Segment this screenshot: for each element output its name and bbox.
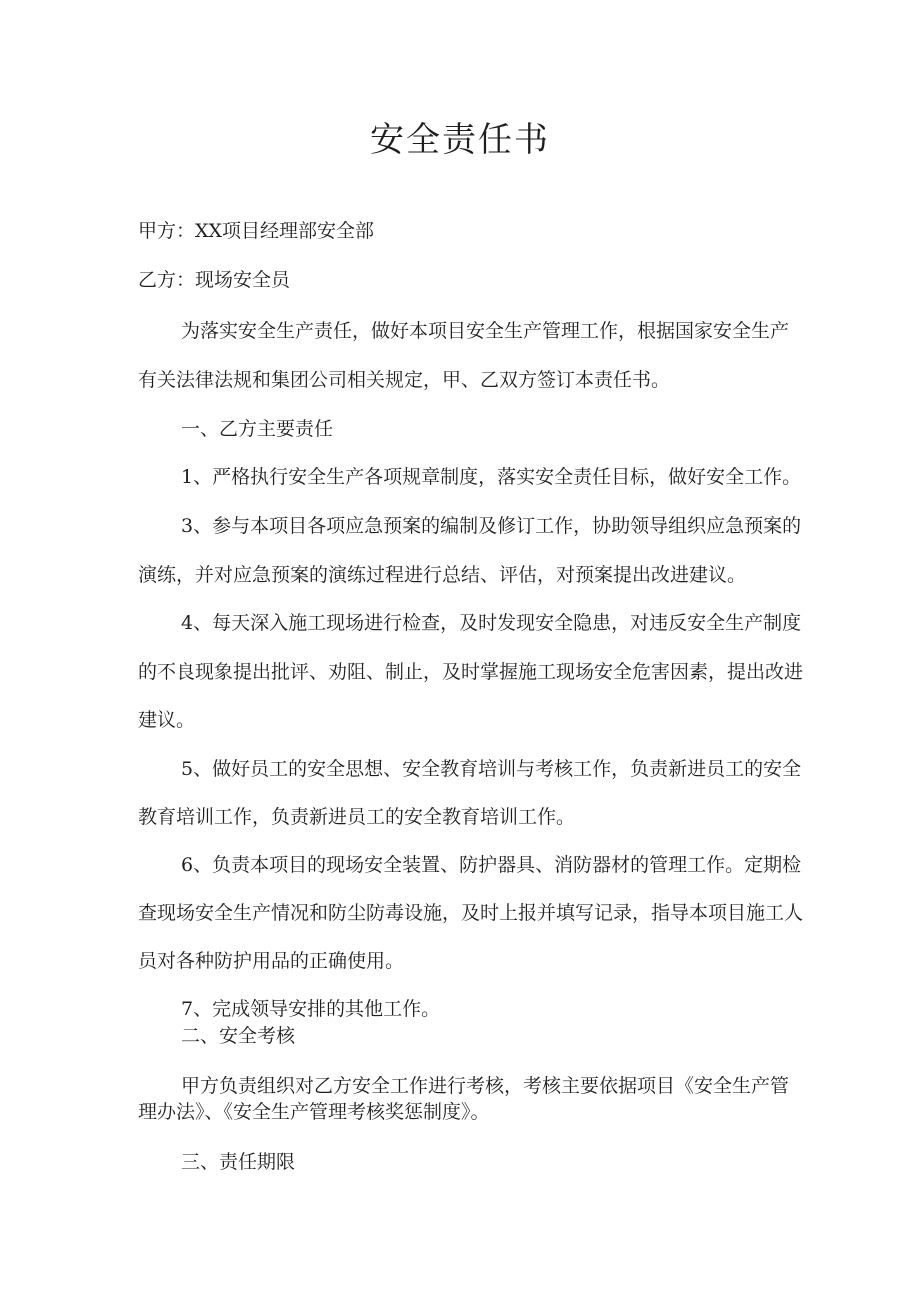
duty-item-6-line-3: 员对各种防护用品的正确使用。 — [138, 950, 405, 972]
intro-line-1: 为落实安全生产责任，做好本项目安全生产管理工作，根据国家安全生产 — [181, 320, 790, 342]
duty-item-4-line-2: 的不良现象提出批评、劝阻、制止，及时掌握施工现场安全危害因素，提出改进 — [138, 661, 804, 683]
party-a: 甲方：XX项目经理部安全部 — [138, 220, 375, 242]
duty-item-5-line-1: 5、做好员工的安全思想、安全教育培训与考核工作，负责新进员工的安全 — [181, 758, 802, 780]
duty-item-1: 1、严格执行安全生产各项规章制度，落实安全责任目标，做好安全工作。 — [181, 466, 802, 488]
duty-item-4-line-3: 建议。 — [138, 709, 196, 731]
duty-item-5-line-2: 教育培训工作，负责新进员工的安全教育培训工作。 — [138, 806, 576, 828]
duty-item-6-line-1: 6、负责本项目的现场安全装置、防护器具、消防器材的管理工作。定期检 — [181, 854, 802, 876]
duty-item-6-line-2: 查现场安全生产情况和防尘防毒设施，及时上报并填写记录，指导本项目施工人 — [138, 902, 804, 924]
intro-line-2: 有关法律法规和集团公司相关规定，甲、乙双方签订本责任书。 — [138, 369, 671, 391]
duty-item-4-line-1: 4、每天深入施工现场进行检查，及时发现安全隐患，对违反安全生产制度 — [181, 612, 802, 634]
document-title: 安全责任书 — [370, 120, 550, 160]
section-1-heading: 一、乙方主要责任 — [181, 418, 334, 440]
duty-item-3-line-2: 演练，并对应急预案的演练过程进行总结、评估，对预案提出改进建议。 — [138, 564, 747, 586]
section-3-heading: 三、责任期限 — [181, 1151, 296, 1173]
duty-item-3-line-1: 3、参与本项目各项应急预案的编制及修订工作，协助领导组织应急预案的 — [181, 515, 802, 537]
party-b: 乙方：现场安全员 — [138, 269, 291, 291]
assessment-line-1: 甲方负责组织对乙方安全工作进行考核，考核主要依据项目《安全生产管 — [181, 1075, 790, 1097]
assessment-line-2: 理办法》、《安全生产管理考核奖惩制度》。 — [138, 1101, 490, 1123]
duty-item-7: 7、完成领导安排的其他工作。 — [181, 998, 441, 1020]
section-2-heading: 二、安全考核 — [181, 1025, 296, 1047]
